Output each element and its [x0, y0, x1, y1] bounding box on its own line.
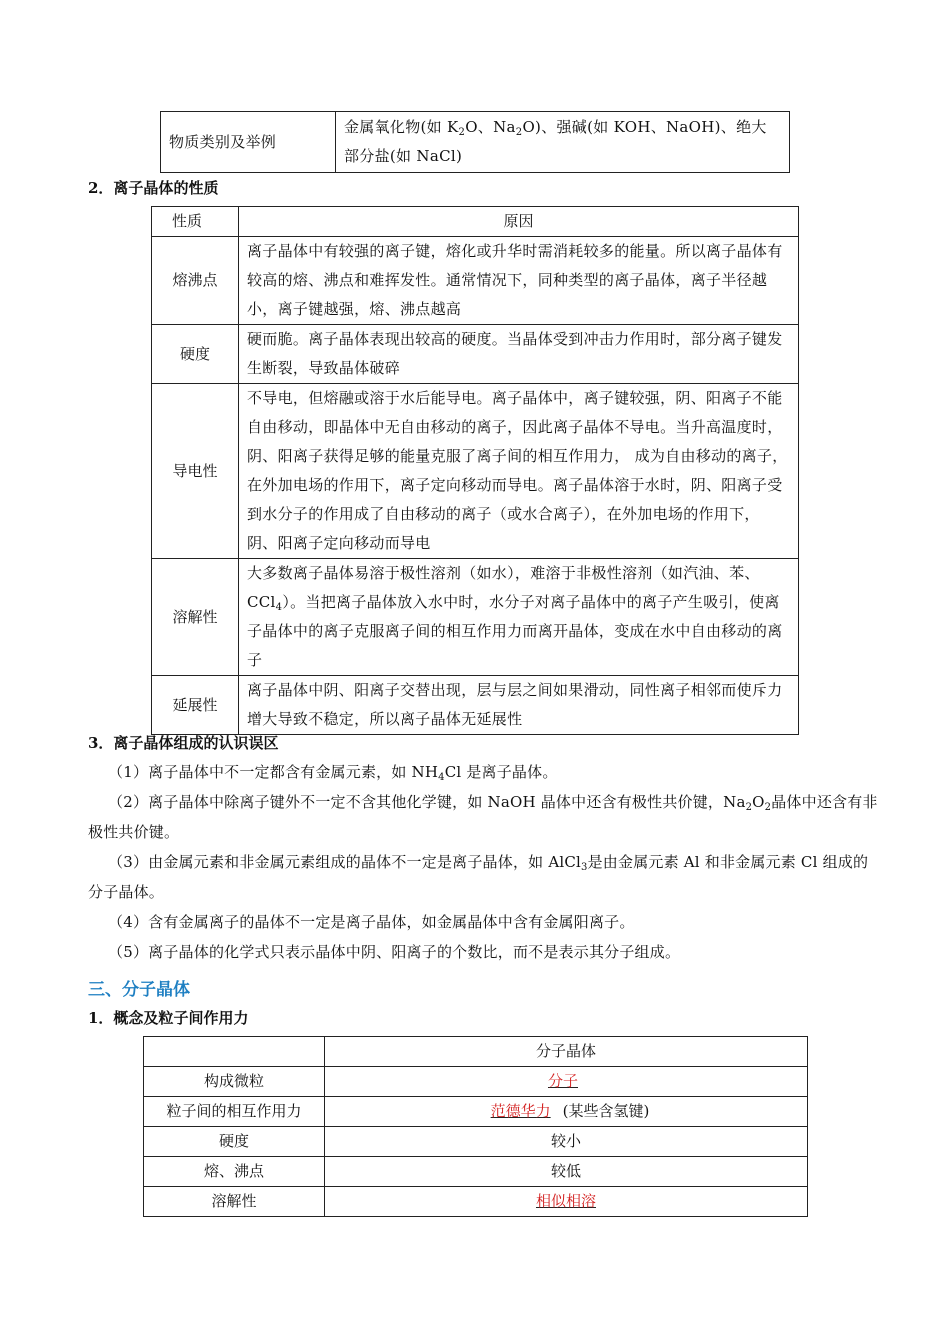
property-conductivity: 导电性 [152, 384, 239, 559]
reason-conductivity: 不导电，但熔融或溶于水后能导电。离子晶体中，离子键较强，阴、阳离子不能自由移动，即晶体中无自由移动的离子，因此离子晶体不导电。当升高温度时，阴、阳离子获得足够的能量克服了离子间的相互作用力， 成为自由移动的离子，在外加电场的作用下，离子定向移动而导电。离子晶体溶于水时，阴、阳离子受到水分子的作用成了自由移动的离子（或水合离子），在外加电场的作用下，阴、阳离子定向移动而导电 [239, 384, 799, 559]
row-label-melting: 熔、沸点 [144, 1157, 325, 1187]
property-hardness: 硬度 [152, 325, 239, 384]
row-label-particles: 构成微粒 [144, 1067, 325, 1097]
row-label-solubility: 溶解性 [144, 1187, 325, 1217]
misconception-item: （2）离子晶体中除离子键外不一定不含其他化学键，如 NaOH 晶体中还含有极性共价键，$Na_2O_2$晶体中还含有非极性共价键。 [88, 793, 878, 841]
substance-category-table [160, 111, 790, 173]
answer-solubility: 相似相溶 [325, 1187, 808, 1217]
section-heading-concept: 1．概念及粒子间作用力 [88, 1009, 249, 1027]
property-solubility: 溶解性 [152, 559, 239, 676]
reason-melting: 离子晶体中有较强的离子键，熔化或升华时需消耗较多的能量。所以离子晶体有较高的熔、沸点和难挥发性。通常情况下，同种类型的离子晶体，离子半径越小，离子键越强，熔、沸点越高 [239, 237, 799, 325]
row-label-interaction: 粒子间的相互作用力 [144, 1097, 325, 1127]
misconception-list [88, 757, 878, 967]
misconception-item: （4）含有金属离子的晶体不一定是离子晶体，如金属晶体中含有金属阳离子。 [108, 913, 635, 931]
category-label: 物质类别及举例 [161, 112, 336, 173]
misconception-item: （3）由金属元素和非金属元素组成的晶体不一定是离子晶体，如 AlCl$_3$是由金属元素 Al 和非金属元素 Cl 组成的分子晶体。 [88, 853, 869, 901]
part-heading-molecular-crystal: 三、分子晶体 [88, 980, 190, 1000]
header-reason: 原因 [239, 207, 799, 237]
molecular-crystal-table [143, 1036, 808, 1217]
misconception-item: （1）离子晶体中不一定都含有金属元素，如 $NH_4Cl$ 是离子晶体。 [108, 763, 558, 783]
reason-hardness: 硬而脆。离子晶体表现出较高的硬度。当晶体受到冲击力作用时，部分离子键发生断裂，导致晶体破碎 [239, 325, 799, 384]
reason-solubility: 大多数离子晶体易溶于极性溶剂（如水），难溶于非极性溶剂（如汽油、苯、CCl$_4$）。当把离子晶体放入水中时，水分子对离子晶体中的离子产生吸引，使离子晶体中的离子克服离子间的相互作用力而离开晶体，变成在水中自由移动的离子 [239, 559, 799, 676]
misconception-item: （5）离子晶体的化学式只表示晶体中阴、阳离子的个数比，而不是表示其分子组成。 [108, 943, 681, 961]
reason-ductility: 离子晶体中阴、阳离子交替出现，层与层之间如果滑动，同性离子相邻而使斥力增大导致不稳定，所以离子晶体无延展性 [239, 676, 799, 735]
header-molecular-crystal: 分子晶体 [325, 1037, 808, 1067]
value-hardness: 较小 [325, 1127, 808, 1157]
property-ductility: 延展性 [152, 676, 239, 735]
value-melting: 较低 [325, 1157, 808, 1187]
header-property: 性质 [152, 207, 239, 237]
section-heading-ionic-properties: 2．离子晶体的性质 [88, 179, 219, 197]
property-melting: 熔沸点 [152, 237, 239, 325]
blank-corner-cell [144, 1037, 325, 1067]
section-heading-misconceptions: 3．离子晶体组成的认识误区 [88, 734, 279, 752]
answer-interaction: 范德华力 (某些含氢键) [325, 1097, 808, 1127]
answer-particles: 分子 [325, 1067, 808, 1097]
category-value: 金属氧化物(如 $K_2O$、$Na_2O$)、强碱(如 KOH、NaOH)、绝大部分盐(如 NaCl) [336, 112, 790, 173]
ionic-crystal-properties-table [151, 206, 799, 735]
row-label-hardness: 硬度 [144, 1127, 325, 1157]
